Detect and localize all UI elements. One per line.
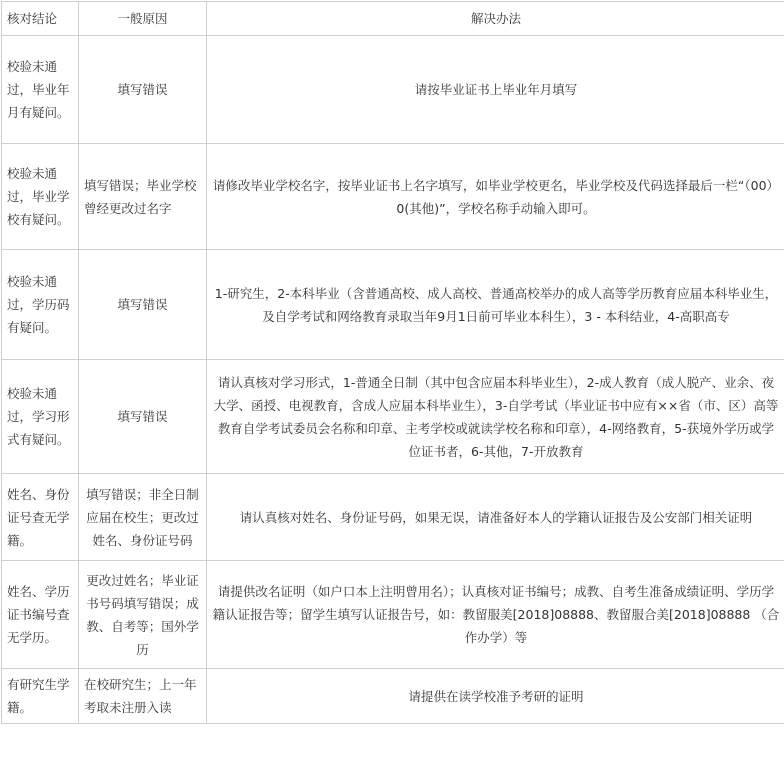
header-reason: 一般原因 xyxy=(79,2,207,36)
table-row xyxy=(2,250,784,360)
conclusion-cell: 有研究生学籍。 xyxy=(2,669,79,724)
table-row xyxy=(2,669,784,724)
conclusion-cell: 校验未通过，学习形式有疑问。 xyxy=(2,360,79,474)
table-header-row xyxy=(2,2,784,36)
reason-cell: 在校研究生；上一年考取未注册入读 xyxy=(79,669,207,724)
header-conclusion: 核对结论 xyxy=(2,2,79,36)
reason-cell: 填写错误；毕业学校曾经更改过名字 xyxy=(79,144,207,250)
solution-cell: 请认真核对姓名、身份证号码，如果无误，请准备好本人的学籍认证报告及公安部门相关证明 xyxy=(207,474,784,561)
solution-cell: 1-研究生，2-本科毕业（含普通高校、成人高校、普通高校举办的成人高等学历教育应届本科毕业生，及自学考试和网络教育录取当年9月1日前可毕业本科生），3 - 本科结业，4-高职高专 xyxy=(207,250,784,360)
verification-table xyxy=(1,1,784,724)
reason-cell: 填写错误 xyxy=(79,250,207,360)
reason-cell: 填写错误 xyxy=(79,36,207,144)
conclusion-cell: 校验未通过，学历码有疑问。 xyxy=(2,250,79,360)
table-row xyxy=(2,360,784,474)
conclusion-cell: 校验未通过，毕业学校有疑问。 xyxy=(2,144,79,250)
table-row xyxy=(2,144,784,250)
conclusion-cell: 姓名、身份证号查无学籍。 xyxy=(2,474,79,561)
conclusion-cell: 校验未通过，毕业年月有疑问。 xyxy=(2,36,79,144)
reason-cell: 更改过姓名；毕业证书号码填写错误；成教、自考等；国外学历 xyxy=(79,561,207,669)
solution-cell: 请认真核对学习形式，1-普通全日制（其中包含应届本科毕业生），2-成人教育（成人脱产、业余、夜大学、函授、电视教育，含成人应届本科毕业生），3-自学考试（毕业证书中应有××省（市、区）高等教育自学考试委员会名称和印章、主考学校或就读学校名称和印章），4-网络教育，5-获境外学历或学位证书者，6-其他，7-开放教育 xyxy=(207,360,784,474)
solution-cell: 请按毕业证书上毕业年月填写 xyxy=(207,36,784,144)
reason-cell: 填写错误；非全日制应届在校生；更改过姓名、身份证号码 xyxy=(79,474,207,561)
table-row xyxy=(2,474,784,561)
reason-cell: 填写错误 xyxy=(79,360,207,474)
table-row xyxy=(2,36,784,144)
solution-cell: 请修改毕业学校名字，按毕业证书上名字填写，如毕业学校更名，毕业学校及代码选择最后一栏“（00）0(其他)”，学校名称手动输入即可。 xyxy=(207,144,784,250)
conclusion-cell: 姓名、学历证书编号查无学历。 xyxy=(2,561,79,669)
table-row xyxy=(2,561,784,669)
solution-cell: 请提供在读学校准予考研的证明 xyxy=(207,669,784,724)
solution-cell: 请提供改名证明（如户口本上注明曾用名）；认真核对证书编号；成教、自考生准备成绩证明、学历学籍认证报告等；留学生填写认证报告号，如：教留服美[2018]08888、教留服合美[2018]08888 （合作办学）等 xyxy=(207,561,784,669)
header-solution: 解决办法 xyxy=(207,2,784,36)
